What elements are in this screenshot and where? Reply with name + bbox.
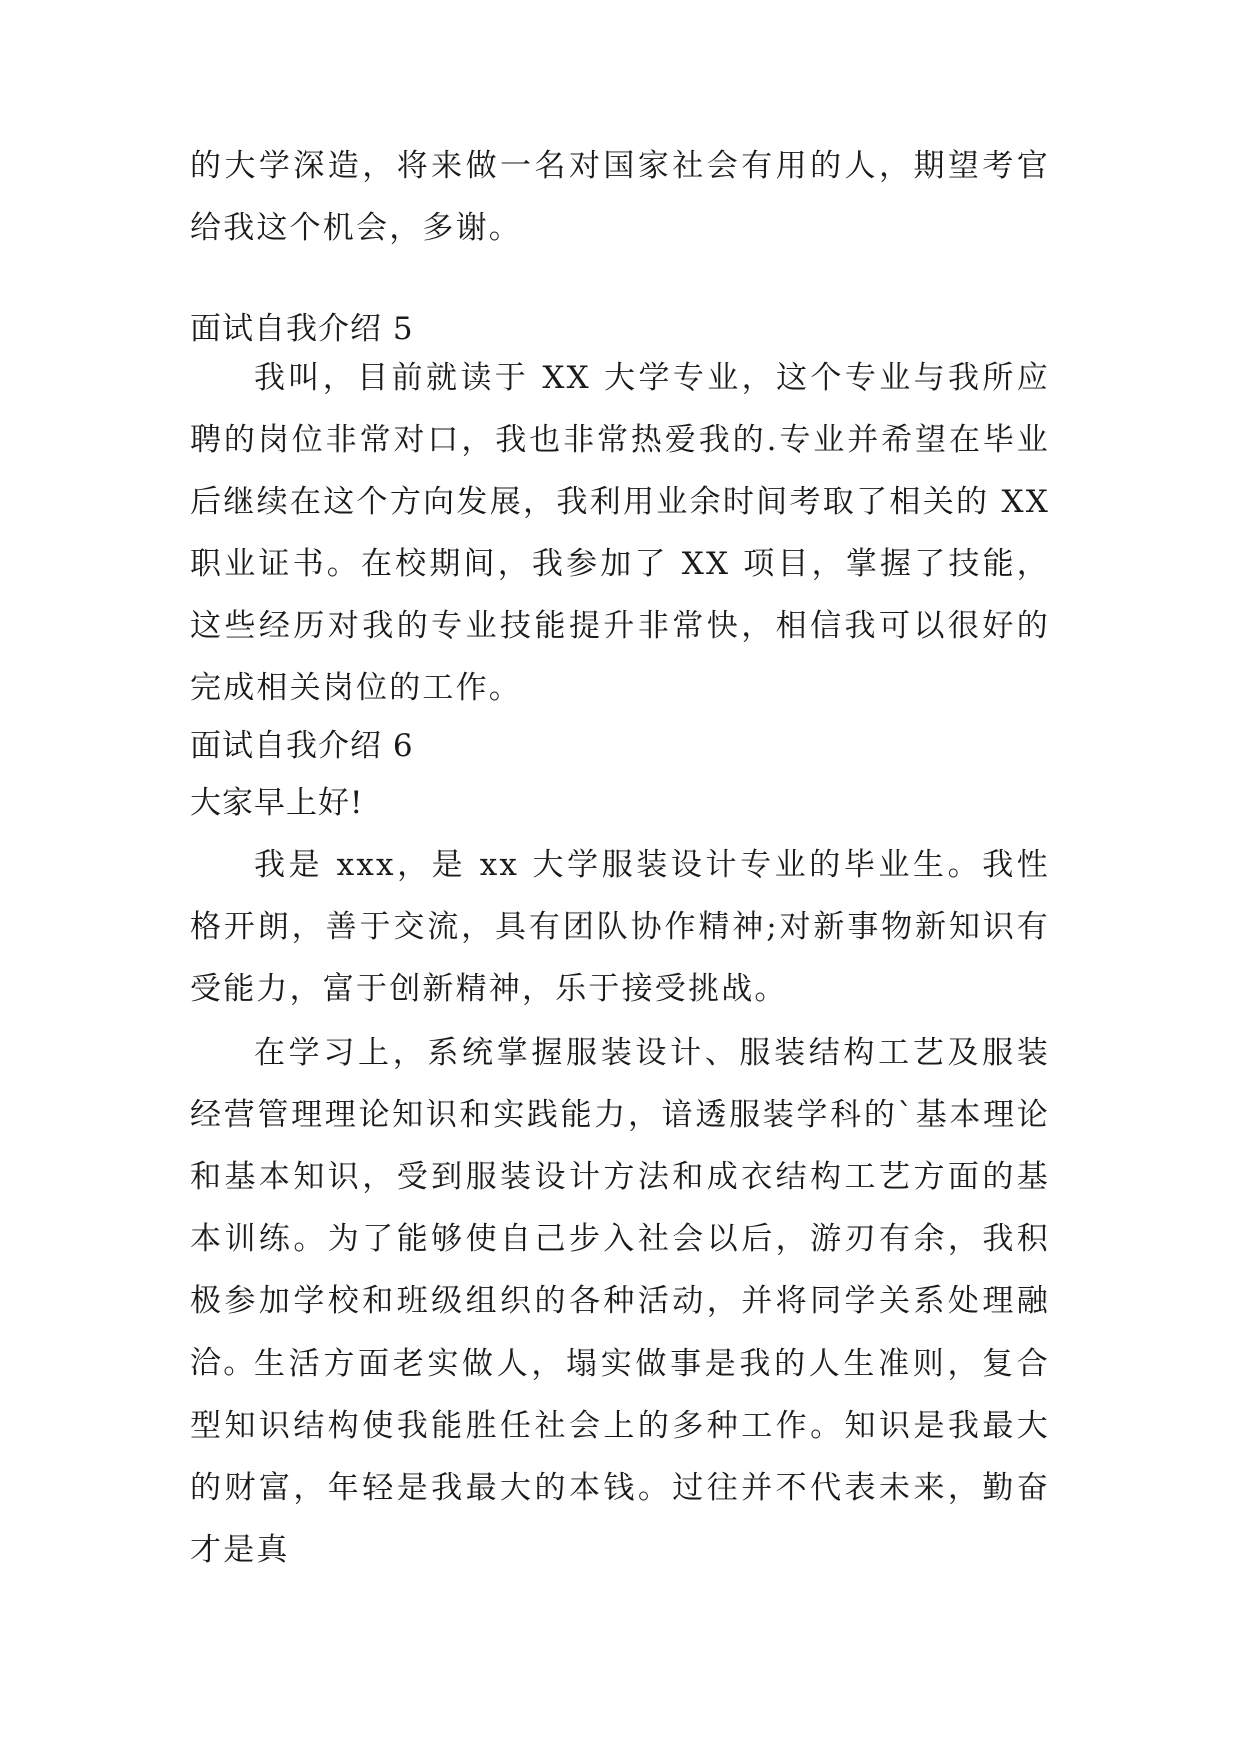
greeting-line: 大家早上好! xyxy=(190,785,364,821)
continuation-paragraph: 的大学深造，将来做一名对国家社会有用的人，期望考官给我这个机会，多谢。 xyxy=(190,148,1050,246)
section-heading-5: 面试自我介绍 5 xyxy=(190,311,414,347)
section-6-paragraph-3: 生活方面老实做人，塌实做事是我的人生准则，复合型知识结构使我能胜任社会上的多种工作。知识是我最大的财富，年轻是我最大的本钱。过往并不代表未来，勤奋才是真 xyxy=(190,1346,1050,1568)
section-heading-6: 面试自我介绍 6 xyxy=(190,728,414,764)
section-5-paragraph-1: 我叫，目前就读于 XX 大学专业，这个专业与我所应聘的岗位非常对口，我也非常热爱我的.专业并希望在毕业后继续在这个方向发展，我利用业余时间考取了相关的 XX 职业证书。在校期间，我参加了 XX 项目，掌握了技能，这些经历对我的专业技能提升非常快，相信我可以很好的完成相关岗位的工作。 xyxy=(190,360,1050,706)
section-6-paragraph-1: 我是 xxx，是 xx 大学服装设计专业的毕业生。我性格开朗，善于交流，具有团队协作精神;对新事物新知识有受能力，富于创新精神，乐于接受挑战。 xyxy=(190,847,1050,1007)
section-6-paragraph-2: 在学习上，系统掌握服装设计、服装结构工艺及服装经营管理理论知识和实践能力，谙透服装学科的`基本理论和基本知识，受到服装设计方法和成衣结构工艺方面的基本训练。为了能够使自己步入社会以后，游刃有余，我积极参加学校和班级组织的各种活动，并将同学关系处理融洽。 xyxy=(190,1035,1050,1381)
